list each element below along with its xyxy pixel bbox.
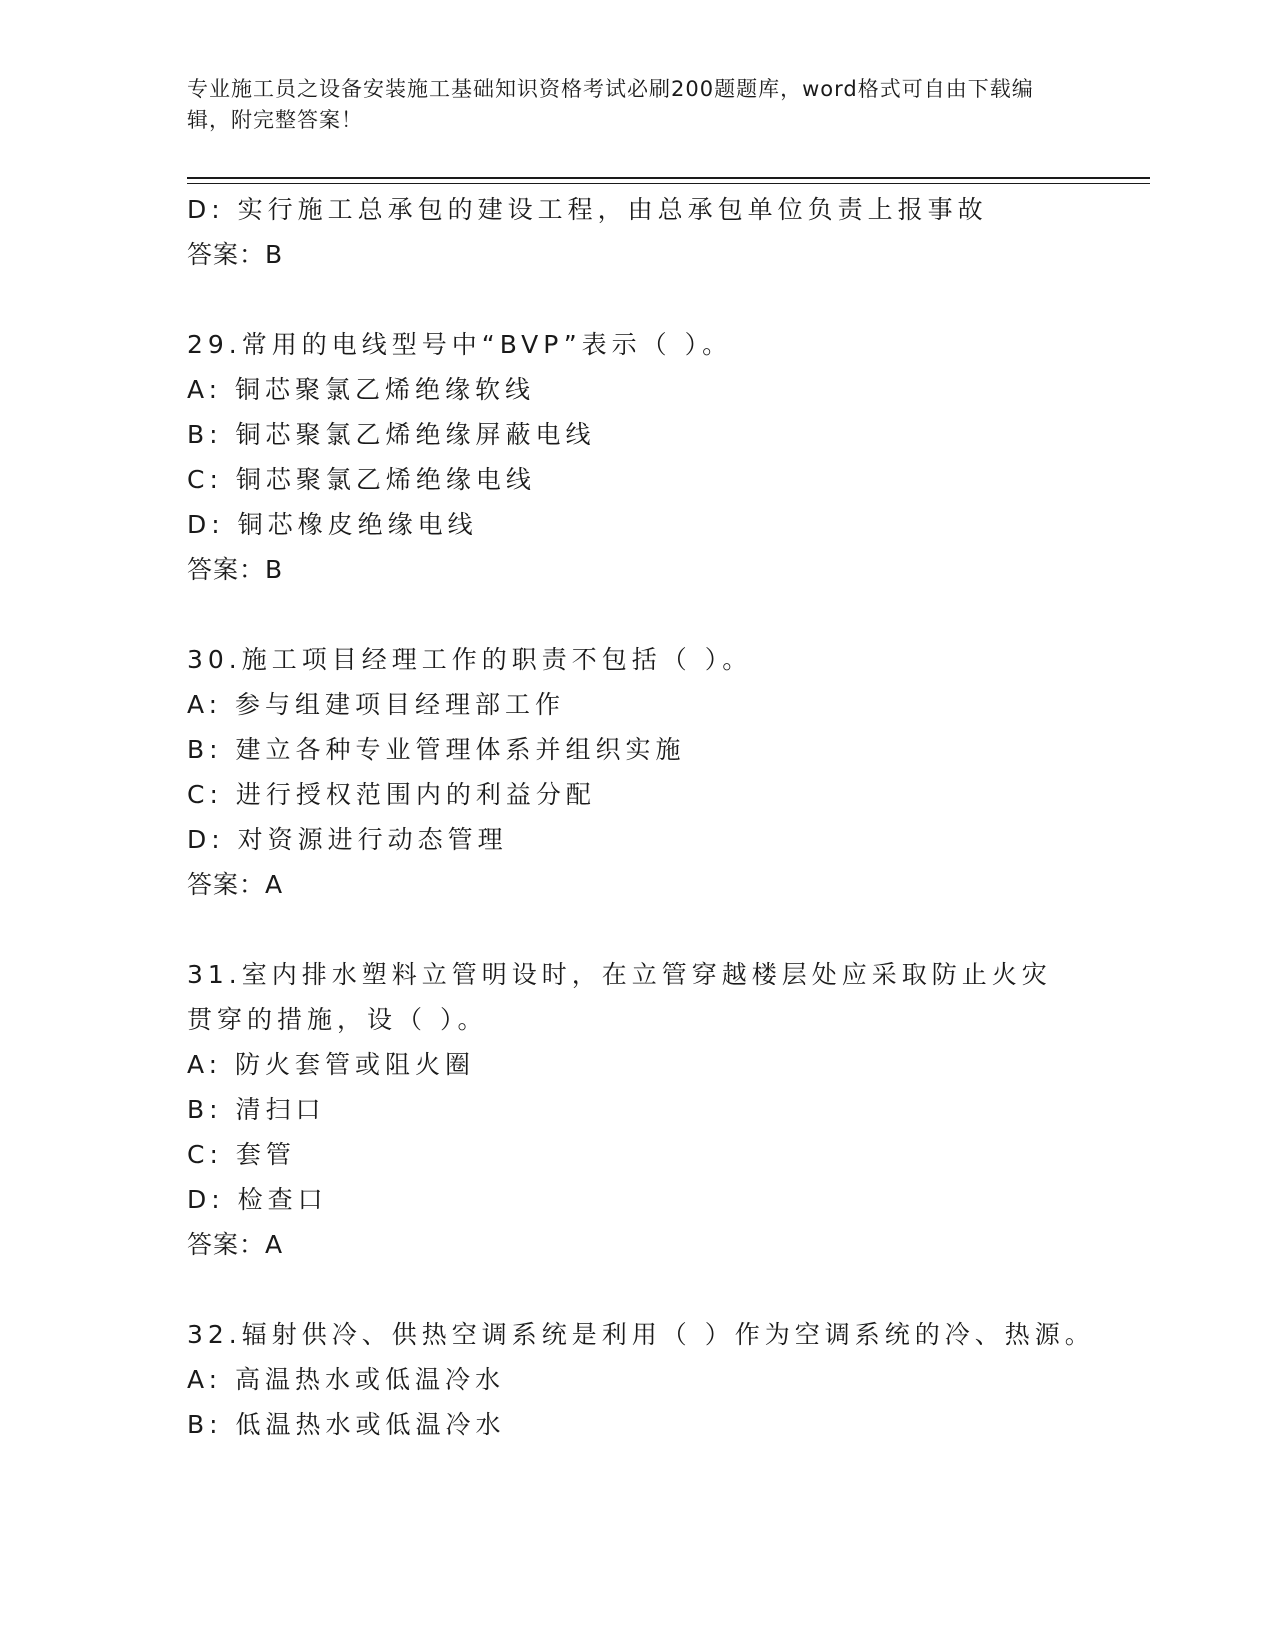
answer: 答案：A — [187, 870, 284, 899]
header-rule-thick — [187, 177, 1150, 179]
question-stem: 32.辐射供冷、供热空调系统是利用（ ）作为空调系统的冷、热源。 — [187, 1320, 1095, 1349]
option-a: A: 铜芯聚氯乙烯绝缘软线 — [187, 375, 536, 404]
spacer — [187, 592, 1087, 637]
spacer — [187, 277, 1087, 322]
option-c: C: 铜芯聚氯乙烯绝缘电线 — [187, 465, 536, 494]
answer: 答案：B — [187, 555, 284, 584]
option-b: B: 清扫口 — [187, 1095, 326, 1124]
spacer — [187, 1267, 1087, 1312]
option-b: B: 铜芯聚氯乙烯绝缘屏蔽电线 — [187, 420, 596, 449]
question-stem: 31.室内排水塑料立管明设时，在立管穿越楼层处应采取防止火灾贯穿的措施，设（ ）。 — [187, 960, 1052, 1034]
question-stem: 29.常用的电线型号中“BVP”表示（ ）。 — [187, 330, 733, 359]
option-d: D: 实行施工总承包的建设工程，由总承包单位负责上报事故 — [187, 195, 988, 224]
option-a: A: 高温热水或低温冷水 — [187, 1365, 506, 1394]
option-b: B: 低温热水或低温冷水 — [187, 1410, 506, 1439]
option-d: D: 对资源进行动态管理 — [187, 825, 508, 854]
option-d: D: 检查口 — [187, 1185, 328, 1214]
option-d: D: 铜芯橡皮绝缘电线 — [187, 510, 478, 539]
option-c: C: 进行授权范围内的利益分配 — [187, 780, 596, 809]
option-c: C: 套管 — [187, 1140, 296, 1169]
answer: 答案：B — [187, 240, 284, 269]
question-stem: 30.施工项目经理工作的职责不包括（ ）。 — [187, 645, 753, 674]
document-header: 专业施工员之设备安装施工基础知识资格考试必刷200题题库，word格式可自由下载编辑，附完整答案！ — [187, 77, 1034, 132]
option-b: B: 建立各种专业管理体系并组织实施 — [187, 735, 686, 764]
option-a: A: 防火套管或阻火圈 — [187, 1050, 476, 1079]
option-a: A: 参与组建项目经理部工作 — [187, 690, 566, 719]
question-content — [187, 187, 1095, 1447]
spacer — [187, 907, 1087, 952]
header-rule-thin — [187, 183, 1150, 184]
answer: 答案：A — [187, 1230, 284, 1259]
